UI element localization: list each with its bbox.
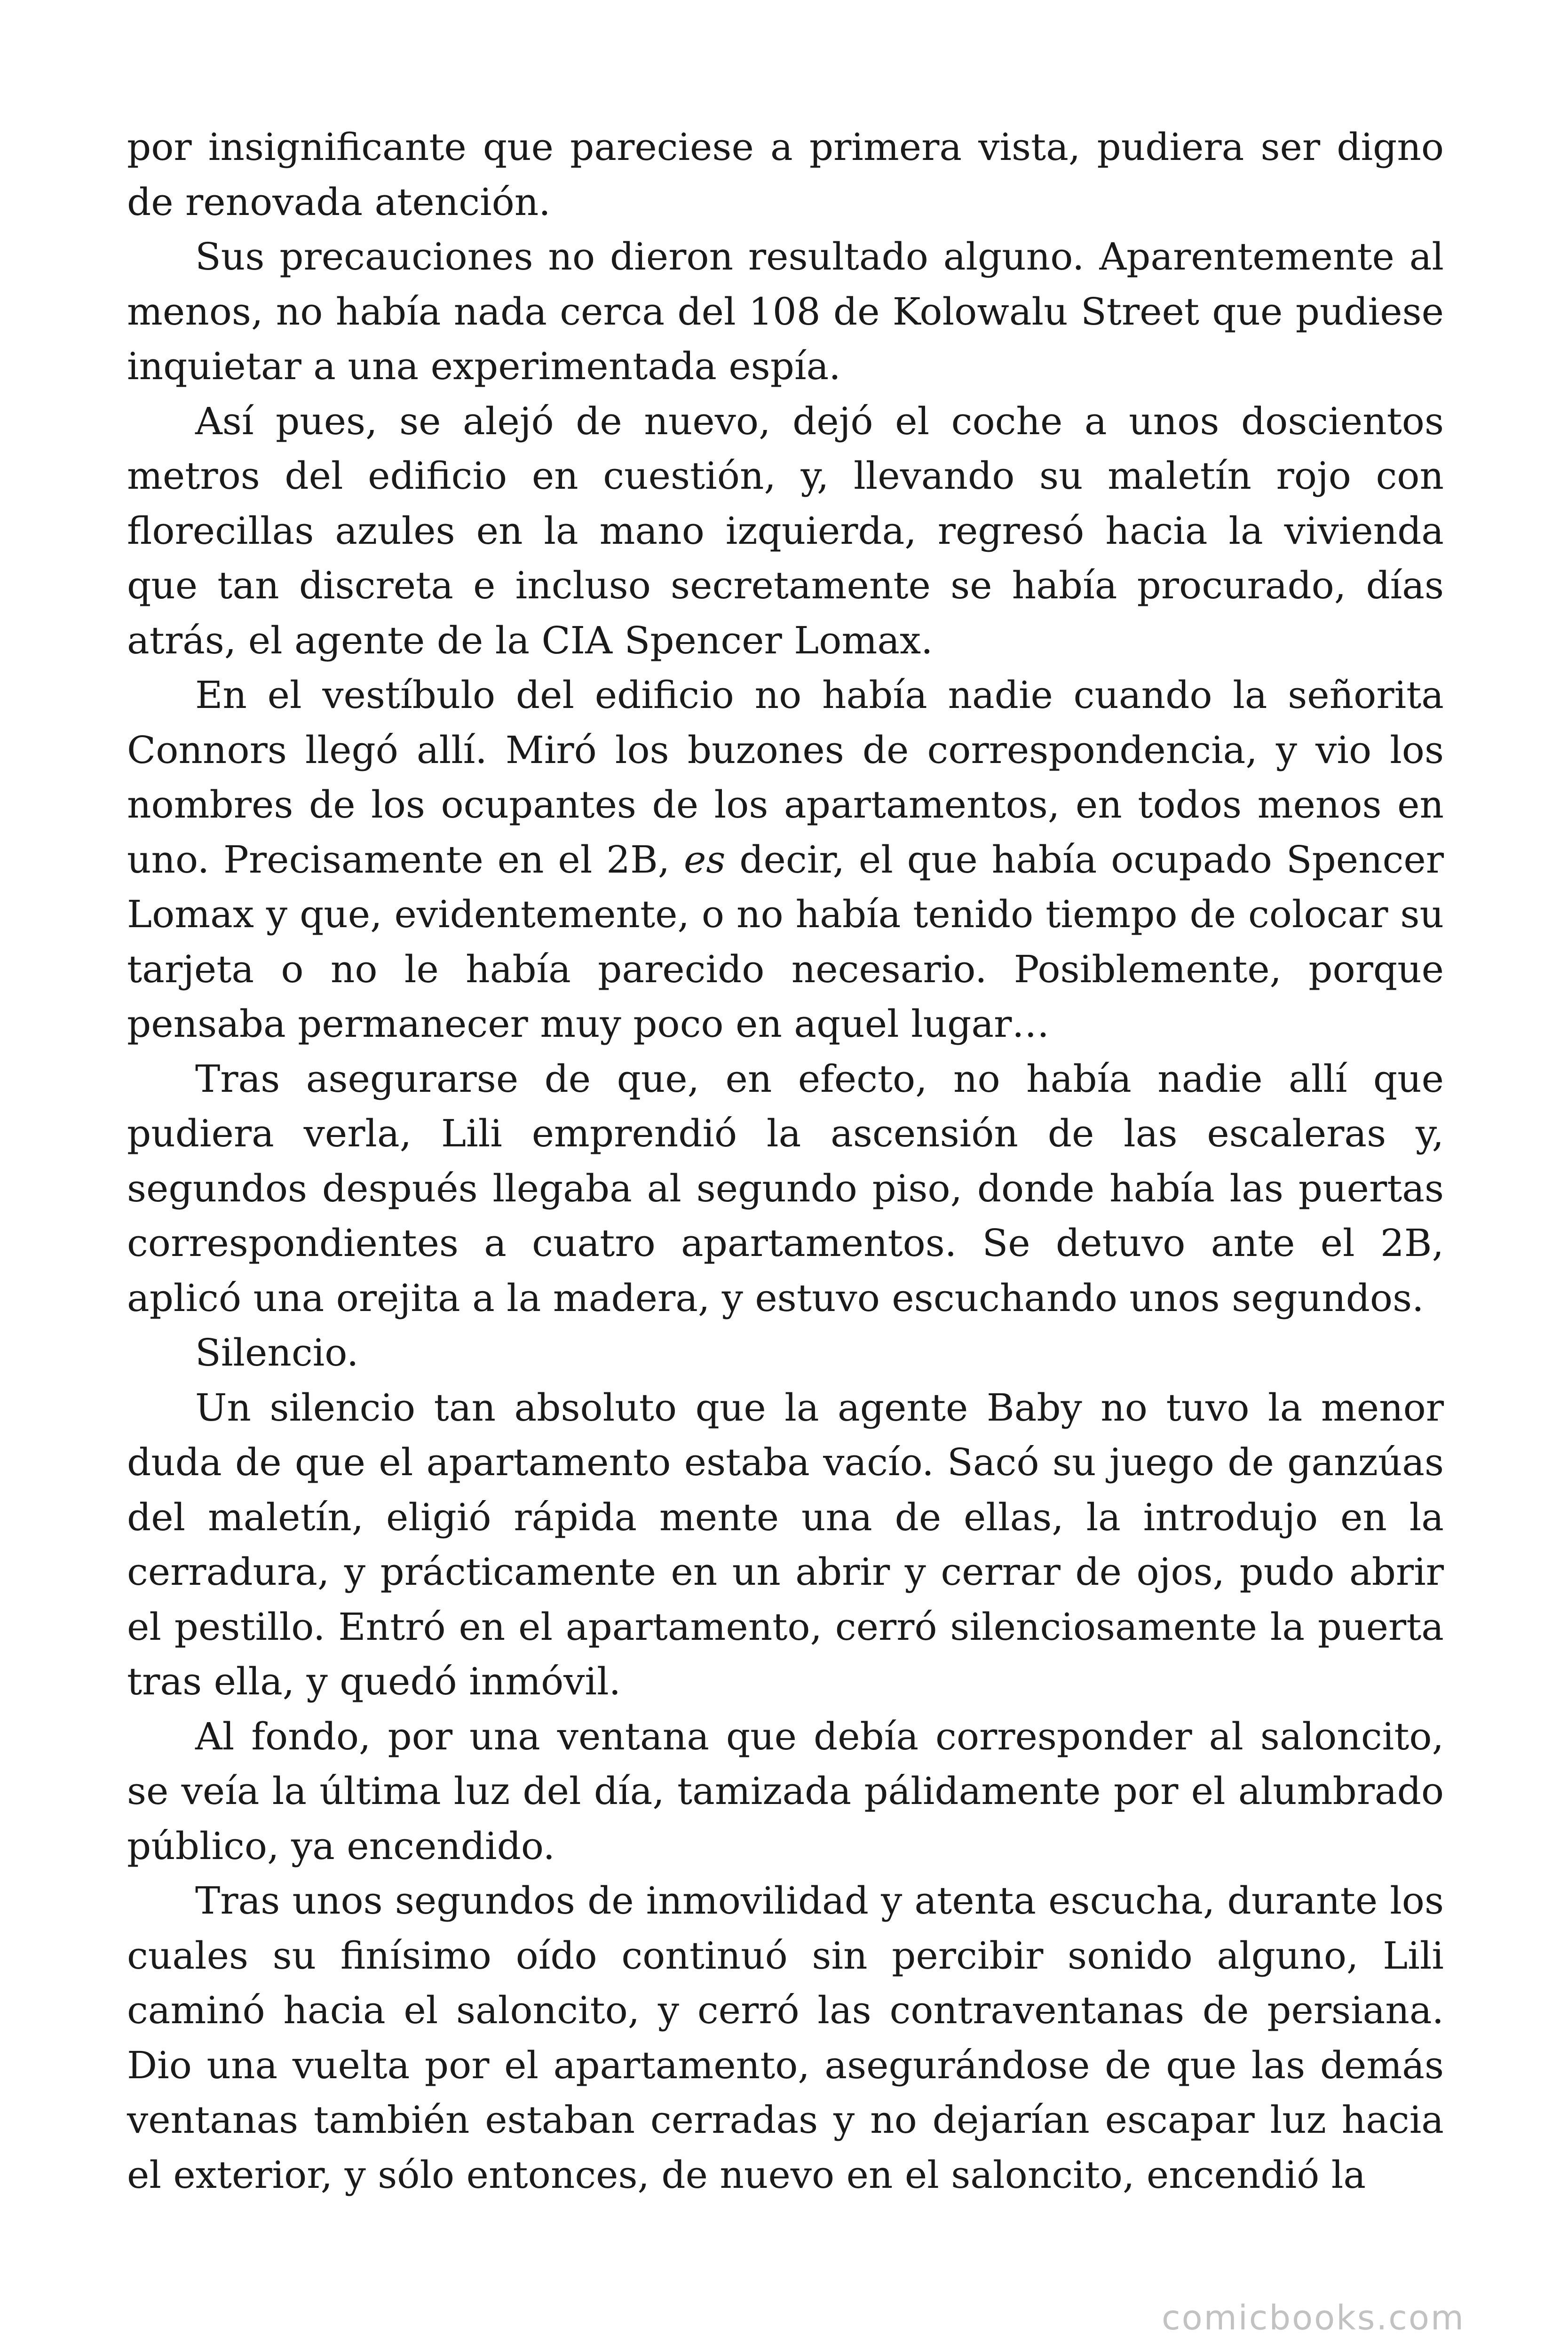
paragraph-with-emphasis (127, 668, 1444, 1052)
paragraph-text-before: En el vestíbulo del edificio no había nadie cuando la señorita Connors llegó allí. Miró los buzones de correspondencia, y vio los nombres de los ocupantes de los apartamentos, en todos menos en uno. Precisamente en el 2B, (127, 673, 1444, 882)
book-page-text (127, 120, 1444, 2202)
paragraph: Un silencio tan absoluto que la agente Baby no tuvo la menor duda de que el apartamento estaba vacío. Sacó su juego de ganzúas del maletín, eligió rápida mente una de ellas, la introdujo en la cerradura, y prácticamente en un abrir y cerrar de ojos, pudo abrir el pestillo. Entró en el apartamento, cerró silenciosamente la puerta tras ella, y quedó inmóvil. (127, 1385, 1444, 1703)
watermark-text: comicbooks.com (1162, 2298, 1465, 2337)
paragraph-continuation: por insignificante que pareciese a primera vista, pudiera ser digno de renovada atención. (127, 125, 1444, 224)
paragraph: Tras asegurarse de que, en efecto, no había nadie allí que pudiera verla, Lili emprendió la ascensión de las escaleras y, segundos después llegaba al segundo piso, donde había las puertas correspondientes a cuatro apartamentos. Se detuvo ante el 2B, aplicó una orejita a la madera, y estuvo escuchando unos segundos. (127, 1057, 1444, 1320)
paragraph: Al fondo, por una ventana que debía corresponder al saloncito, se veía la última luz del día, tamizada pálidamente por el alumbrado público, ya encendido. (127, 1714, 1444, 1868)
emphasized-word: es (684, 837, 726, 882)
paragraph: Así pues, se alejó de nuevo, dejó el coche a unos doscientos metros del edificio en cuestión, y, llevando su maletín rojo con florecillas azules en la mano izquierda, regresó hacia la vivienda que tan discreta e incluso secretamente se había procurado, días atrás, el agente de la CIA Spencer Lomax. (127, 399, 1444, 662)
paragraph: Silencio. (195, 1331, 359, 1375)
paragraph-text-after: decir, el que había ocupado Spencer Lomax y que, evidentemente, o no había tenido tiempo de colocar su tarjeta o no le había parecido necesario. Posiblemente, porque pensaba permanecer muy poco en aquel lugar… (127, 837, 1444, 1046)
paragraph: Sus precauciones no dieron resultado alguno. Aparentemente al menos, no había nada cerca del 108 de Kolowalu Street que pudiese inquietar a una experimentada espía. (127, 235, 1444, 388)
paragraph-last: Tras unos segundos de inmovilidad y atenta escucha, durante los cuales su finísimo oído continuó sin percibir sonido alguno, Lili caminó hacia el saloncito, y cerró las contraventanas de persiana. Dio una vuelta por el apartamento, asegurándose de que las demás ventanas también estaban cerradas y no dejarían escapar luz hacia el exterior, y sólo entonces, de nuevo en el saloncito, encendió la (127, 1879, 1444, 2197)
